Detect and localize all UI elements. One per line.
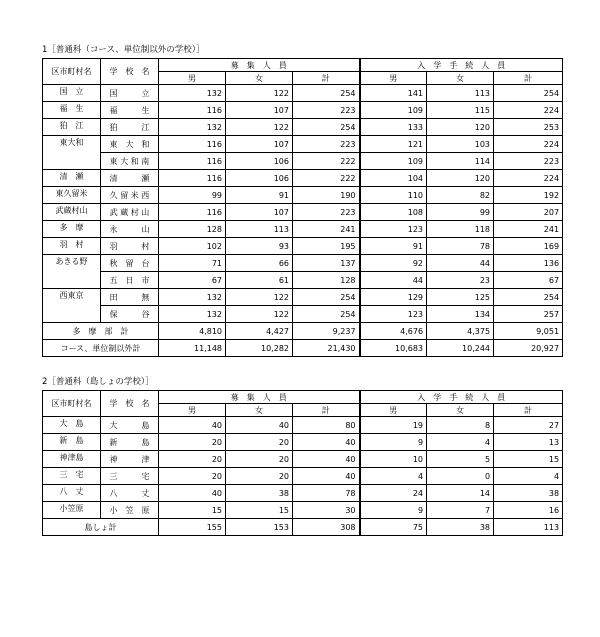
table-row: [43, 434, 563, 451]
value-cell: 13: [494, 434, 563, 451]
value-cell: 253: [494, 119, 563, 136]
value-cell: 224: [494, 136, 563, 153]
school-cell: 東 大 和 南: [101, 153, 159, 170]
district-cell: 東久留米: [43, 187, 101, 204]
district-cell: あきる野: [43, 255, 101, 289]
section1-caption: 1［普通科（コース、単位制以外の学校）］: [42, 45, 205, 55]
value-cell: 137: [293, 255, 360, 272]
value-cell: 192: [494, 187, 563, 204]
table-row: [43, 306, 563, 323]
value-cell: 223: [293, 102, 360, 119]
value-cell: 141: [360, 85, 427, 102]
value-cell: 113: [226, 221, 293, 238]
total-row: [43, 340, 563, 357]
value-cell: 40: [293, 434, 360, 451]
school-cell: 五 日 市: [101, 272, 159, 289]
school-cell: 国 立: [101, 85, 159, 102]
value-cell: 241: [293, 221, 360, 238]
school-header: 学 校 名: [101, 391, 159, 417]
value-cell: 93: [226, 238, 293, 255]
district-cell: 西東京: [43, 289, 101, 323]
total-value: 38: [427, 519, 494, 536]
value-cell: 254: [293, 289, 360, 306]
value-cell: 107: [226, 102, 293, 119]
table-row: [43, 187, 563, 204]
value-cell: 71: [159, 255, 226, 272]
table-row: [43, 153, 563, 170]
value-cell: 27: [494, 417, 563, 434]
district-cell: 多 摩: [43, 221, 101, 238]
value-cell: 108: [360, 204, 427, 221]
district-cell: 神津島: [43, 451, 101, 468]
value-cell: 5: [427, 451, 494, 468]
value-cell: 190: [293, 187, 360, 204]
value-cell: 116: [159, 170, 226, 187]
district-header: 区市町村名: [43, 59, 101, 85]
female-header: 女: [226, 404, 293, 417]
value-cell: 109: [360, 102, 427, 119]
value-cell: 4: [427, 434, 494, 451]
value-cell: 4: [360, 468, 427, 485]
table-row: [43, 85, 563, 102]
district-header: 区市町村名: [43, 391, 101, 417]
value-cell: 128: [293, 272, 360, 289]
district-cell: 新 島: [43, 434, 101, 451]
subtotal-value: 4,427: [226, 323, 293, 340]
total-label: 島しょ計: [43, 519, 159, 536]
value-cell: 107: [226, 204, 293, 221]
table-row: [43, 238, 563, 255]
value-cell: 78: [293, 485, 360, 502]
value-cell: 10: [360, 451, 427, 468]
value-cell: 8: [427, 417, 494, 434]
value-cell: 132: [159, 306, 226, 323]
value-cell: 103: [427, 136, 494, 153]
value-cell: 222: [293, 170, 360, 187]
total-header: 計: [293, 72, 360, 85]
value-cell: 20: [159, 468, 226, 485]
school-cell: 秋 留 台: [101, 255, 159, 272]
value-cell: 91: [360, 238, 427, 255]
subtotal-row: [43, 323, 563, 340]
subtotal-value: 4,810: [159, 323, 226, 340]
value-cell: 116: [159, 204, 226, 221]
value-cell: 40: [293, 468, 360, 485]
total-value: 10,282: [226, 340, 293, 357]
value-cell: 207: [494, 204, 563, 221]
table-row: [43, 451, 563, 468]
value-cell: 24: [360, 485, 427, 502]
value-cell: 78: [427, 238, 494, 255]
school-cell: 狛 江: [101, 119, 159, 136]
district-cell: 国 立: [43, 85, 101, 102]
value-cell: 133: [360, 119, 427, 136]
value-cell: 19: [360, 417, 427, 434]
table-row: [43, 204, 563, 221]
value-cell: 224: [494, 170, 563, 187]
value-cell: 99: [427, 204, 494, 221]
section2-caption: 2［普通科（島しょの学校）］: [42, 377, 154, 387]
school-cell: 新 島: [101, 434, 159, 451]
value-cell: 106: [226, 153, 293, 170]
table-row: [43, 221, 563, 238]
value-cell: 122: [226, 306, 293, 323]
value-cell: 106: [226, 170, 293, 187]
district-cell: 清 瀬: [43, 170, 101, 187]
recruit-header: 募 集 人 員: [159, 59, 360, 72]
value-cell: 223: [494, 153, 563, 170]
total-header: 計: [293, 404, 360, 417]
school-cell: 小 笠 原: [101, 502, 159, 519]
value-cell: 80: [293, 417, 360, 434]
value-cell: 122: [226, 119, 293, 136]
value-cell: 14: [427, 485, 494, 502]
district-cell: 大 島: [43, 417, 101, 434]
school-cell: 久 留 米 西: [101, 187, 159, 204]
value-cell: 113: [427, 85, 494, 102]
school-cell: 福 生: [101, 102, 159, 119]
female-header: 女: [427, 72, 494, 85]
value-cell: 224: [494, 102, 563, 119]
value-cell: 44: [427, 255, 494, 272]
value-cell: 132: [159, 119, 226, 136]
total-value: 11,148: [159, 340, 226, 357]
value-cell: 92: [360, 255, 427, 272]
subtotal-value: 9,237: [293, 323, 360, 340]
value-cell: 107: [226, 136, 293, 153]
value-cell: 9: [360, 502, 427, 519]
value-cell: 9: [360, 434, 427, 451]
district-cell: 狛 江: [43, 119, 101, 136]
district-cell: 武蔵村山: [43, 204, 101, 221]
value-cell: 132: [159, 85, 226, 102]
value-cell: 109: [360, 153, 427, 170]
value-cell: 116: [159, 153, 226, 170]
value-cell: 223: [293, 204, 360, 221]
table-row: [43, 102, 563, 119]
male-header: 男: [360, 404, 427, 417]
school-cell: 八 丈: [101, 485, 159, 502]
table-row: [43, 289, 563, 306]
table-row: [43, 119, 563, 136]
value-cell: 66: [226, 255, 293, 272]
value-cell: 91: [226, 187, 293, 204]
value-cell: 20: [226, 451, 293, 468]
value-cell: 23: [427, 272, 494, 289]
value-cell: 121: [360, 136, 427, 153]
value-cell: 15: [159, 502, 226, 519]
school-cell: 東 大 和: [101, 136, 159, 153]
value-cell: 104: [360, 170, 427, 187]
value-cell: 44: [360, 272, 427, 289]
value-cell: 125: [427, 289, 494, 306]
header-row: [43, 391, 563, 404]
value-cell: 132: [159, 289, 226, 306]
value-cell: 195: [293, 238, 360, 255]
value-cell: 61: [226, 272, 293, 289]
value-cell: 120: [427, 119, 494, 136]
value-cell: 118: [427, 221, 494, 238]
value-cell: 254: [293, 85, 360, 102]
table-row: [43, 136, 563, 153]
value-cell: 169: [494, 238, 563, 255]
male-header: 男: [360, 72, 427, 85]
enroll-header: 入 学 手 続 人 員: [360, 391, 563, 404]
table-row: [43, 255, 563, 272]
value-cell: 254: [293, 119, 360, 136]
value-cell: 122: [226, 85, 293, 102]
male-header: 男: [159, 404, 226, 417]
value-cell: 15: [494, 451, 563, 468]
school-cell: 羽 村: [101, 238, 159, 255]
value-cell: 20: [159, 451, 226, 468]
value-cell: 257: [494, 306, 563, 323]
total-value: 21,430: [293, 340, 360, 357]
value-cell: 102: [159, 238, 226, 255]
value-cell: 30: [293, 502, 360, 519]
value-cell: 241: [494, 221, 563, 238]
header-row: [43, 59, 563, 72]
total-label: コース、単位制以外計: [43, 340, 159, 357]
value-cell: 7: [427, 502, 494, 519]
subtotal-label: 多 摩 部 計: [43, 323, 159, 340]
school-cell: 田 無: [101, 289, 159, 306]
value-cell: 120: [427, 170, 494, 187]
value-cell: 116: [159, 136, 226, 153]
school-cell: 清 瀬: [101, 170, 159, 187]
section1-table: [42, 58, 563, 357]
value-cell: 114: [427, 153, 494, 170]
section2-table: [42, 390, 563, 536]
district-cell: 三 宅: [43, 468, 101, 485]
total-value: 10,244: [427, 340, 494, 357]
value-cell: 40: [159, 417, 226, 434]
school-cell: 神 津: [101, 451, 159, 468]
value-cell: 67: [494, 272, 563, 289]
table-row: [43, 272, 563, 289]
school-cell: 三 宅: [101, 468, 159, 485]
value-cell: 128: [159, 221, 226, 238]
total-header: 計: [494, 404, 563, 417]
school-header: 学 校 名: [101, 59, 159, 85]
district-cell: 八 丈: [43, 485, 101, 502]
value-cell: 20: [226, 468, 293, 485]
school-cell: 武 蔵 村 山: [101, 204, 159, 221]
value-cell: 254: [293, 306, 360, 323]
value-cell: 222: [293, 153, 360, 170]
total-value: 155: [159, 519, 226, 536]
district-cell: 羽 村: [43, 238, 101, 255]
table-row: [43, 170, 563, 187]
table-row: [43, 417, 563, 434]
recruit-header: 募 集 人 員: [159, 391, 360, 404]
value-cell: 15: [226, 502, 293, 519]
total-value: 75: [360, 519, 427, 536]
subtotal-value: 4,375: [427, 323, 494, 340]
value-cell: 20: [159, 434, 226, 451]
total-header: 計: [494, 72, 563, 85]
value-cell: 38: [494, 485, 563, 502]
value-cell: 40: [159, 485, 226, 502]
value-cell: 122: [226, 289, 293, 306]
subtotal-value: 4,676: [360, 323, 427, 340]
value-cell: 123: [360, 221, 427, 238]
value-cell: 40: [226, 417, 293, 434]
total-value: 308: [293, 519, 360, 536]
enroll-header: 入 学 手 続 人 員: [360, 59, 563, 72]
value-cell: 82: [427, 187, 494, 204]
female-header: 女: [427, 404, 494, 417]
value-cell: 110: [360, 187, 427, 204]
male-header: 男: [159, 72, 226, 85]
value-cell: 254: [494, 85, 563, 102]
school-cell: 永 山: [101, 221, 159, 238]
total-value: 20,927: [494, 340, 563, 357]
district-cell: 小笠原: [43, 502, 101, 519]
value-cell: 0: [427, 468, 494, 485]
value-cell: 99: [159, 187, 226, 204]
school-cell: 保 谷: [101, 306, 159, 323]
total-row: [43, 519, 563, 536]
district-cell: 東大和: [43, 136, 101, 170]
value-cell: 67: [159, 272, 226, 289]
table-row: [43, 502, 563, 519]
subtotal-value: 9,051: [494, 323, 563, 340]
value-cell: 20: [226, 434, 293, 451]
value-cell: 38: [226, 485, 293, 502]
district-cell: 福 生: [43, 102, 101, 119]
value-cell: 4: [494, 468, 563, 485]
school-cell: 大 島: [101, 417, 159, 434]
table-row: [43, 485, 563, 502]
table-row: [43, 468, 563, 485]
total-value: 10,683: [360, 340, 427, 357]
female-header: 女: [226, 72, 293, 85]
value-cell: 254: [494, 289, 563, 306]
value-cell: 115: [427, 102, 494, 119]
value-cell: 40: [293, 451, 360, 468]
total-value: 153: [226, 519, 293, 536]
value-cell: 134: [427, 306, 494, 323]
value-cell: 123: [360, 306, 427, 323]
value-cell: 223: [293, 136, 360, 153]
value-cell: 136: [494, 255, 563, 272]
value-cell: 116: [159, 102, 226, 119]
value-cell: 129: [360, 289, 427, 306]
value-cell: 16: [494, 502, 563, 519]
total-value: 113: [494, 519, 563, 536]
